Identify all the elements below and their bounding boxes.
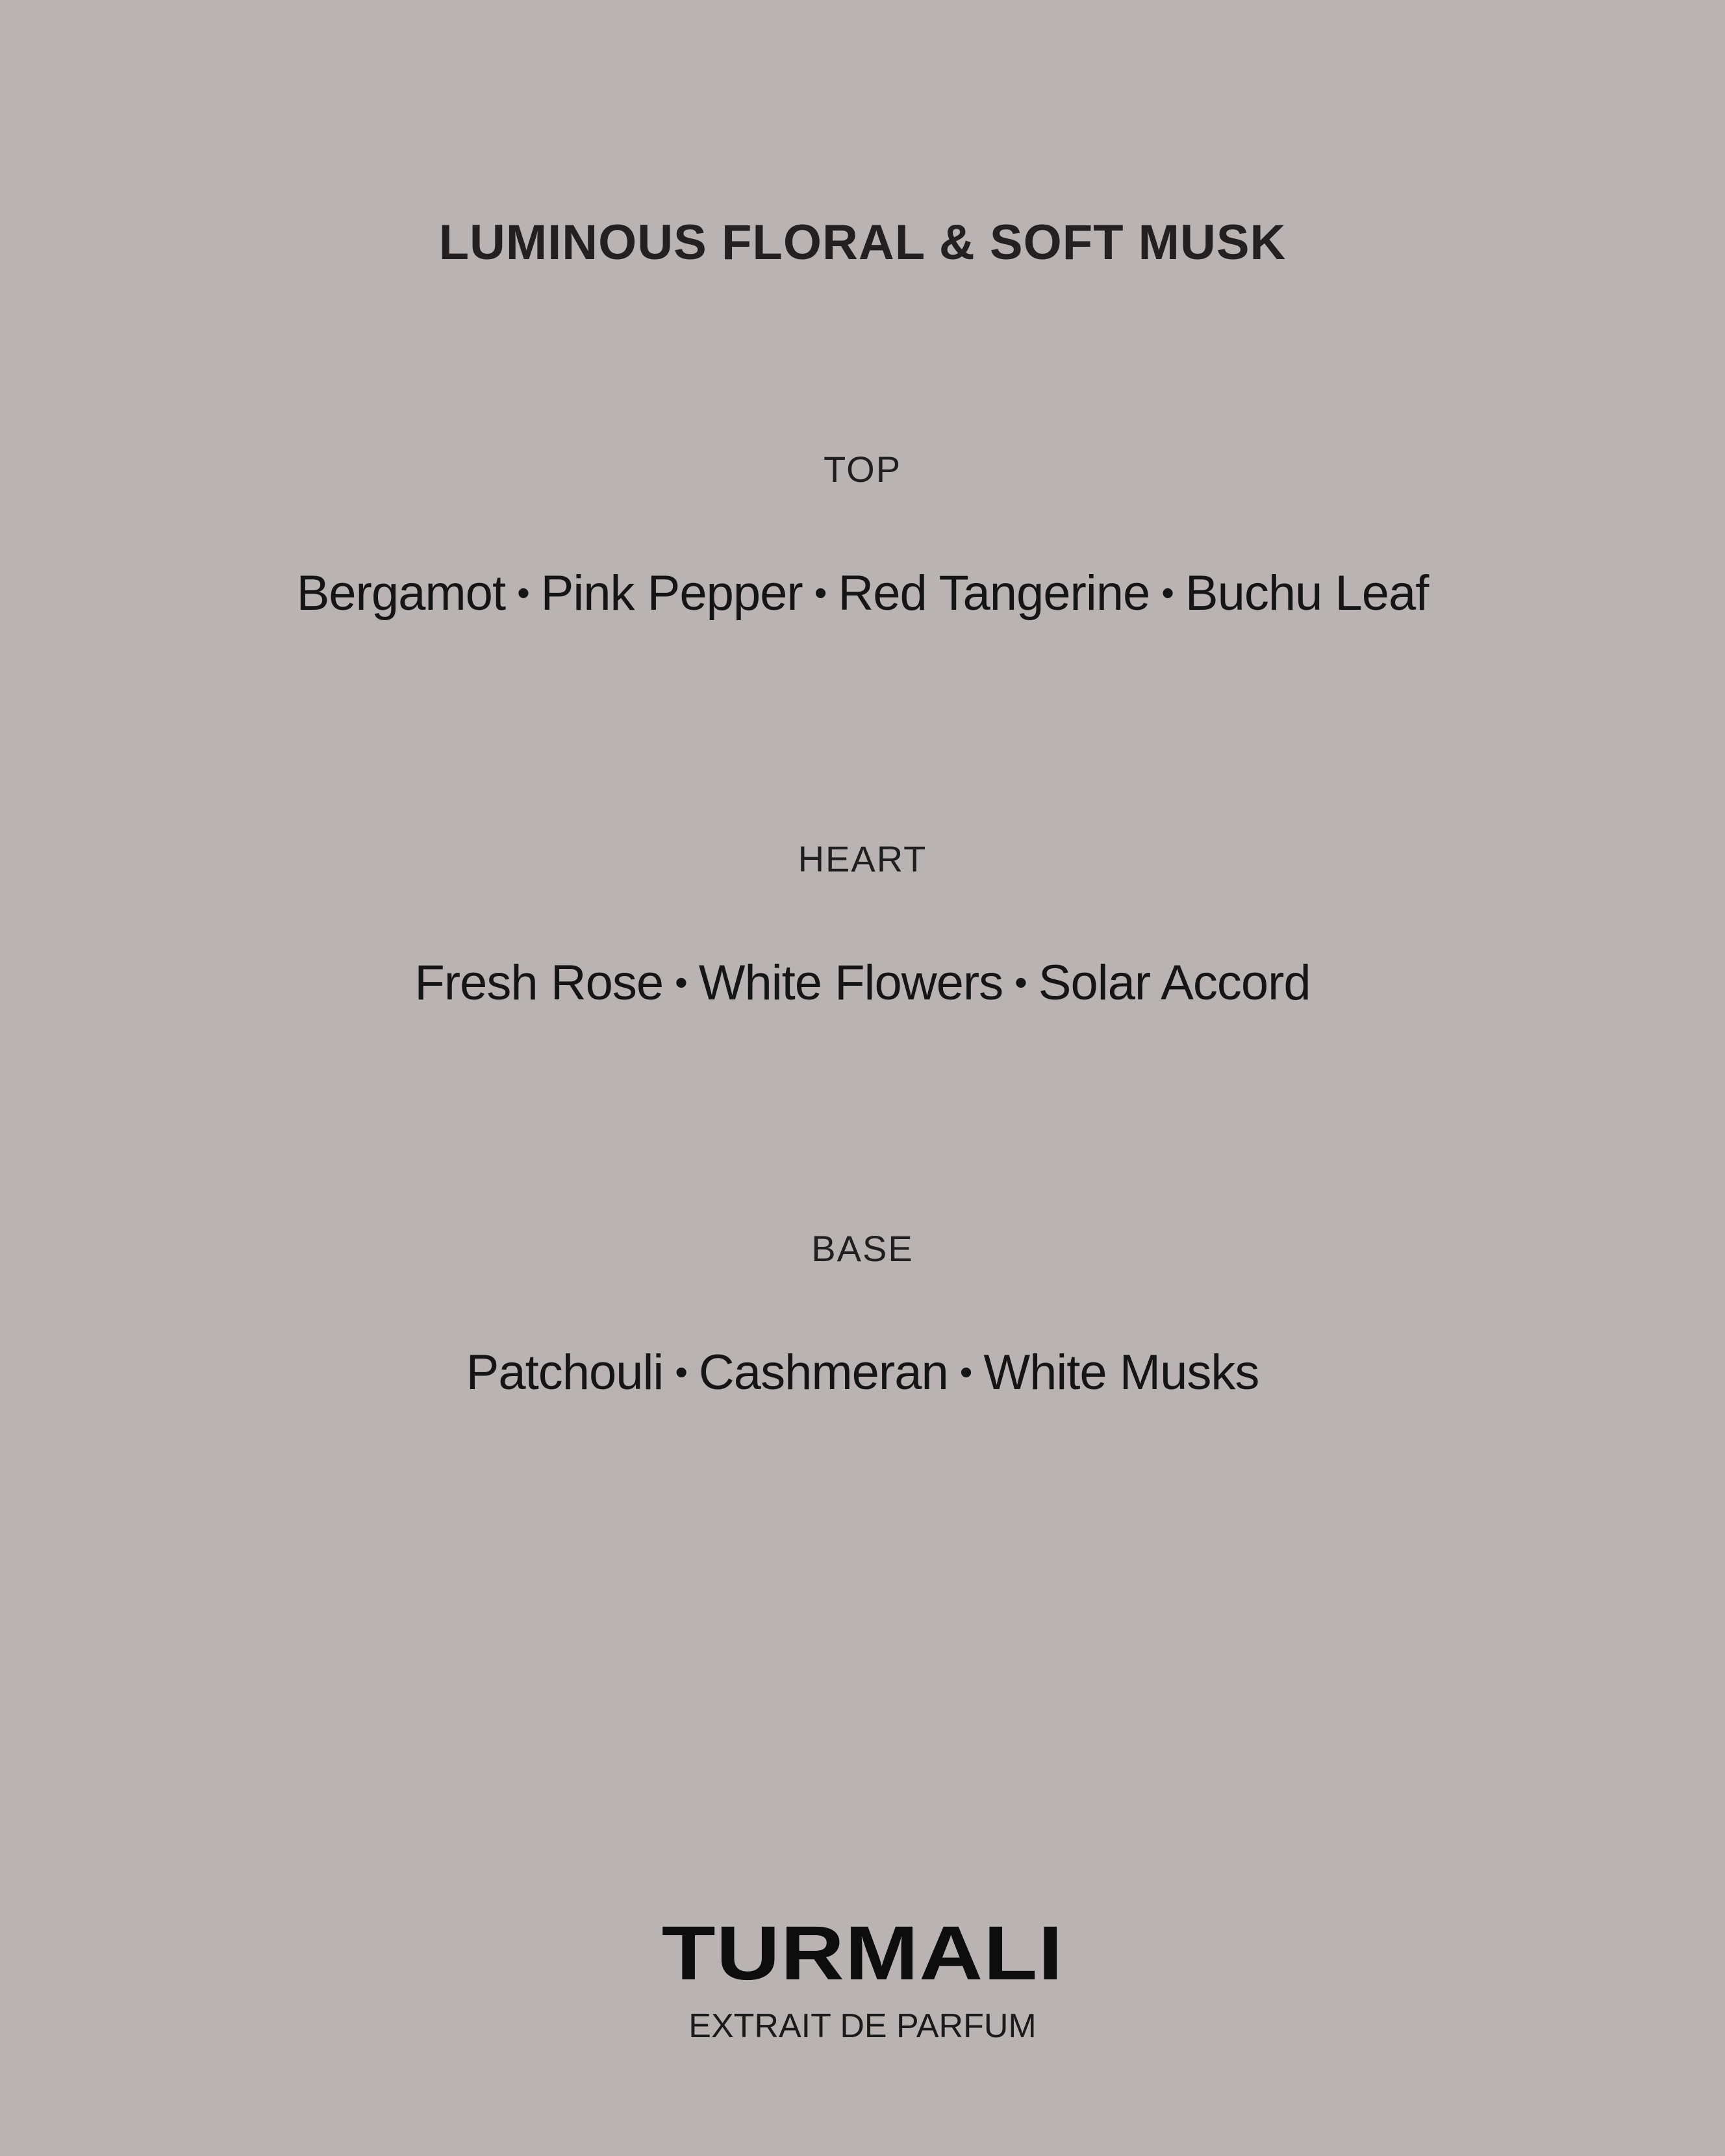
separator-dot: • bbox=[1161, 572, 1174, 614]
heart-notes-label: HEART bbox=[798, 838, 927, 879]
note-item: Solar Accord bbox=[1038, 955, 1311, 1010]
separator-dot: • bbox=[675, 1351, 687, 1393]
headline: LUMINOUS FLORAL & SOFT MUSK bbox=[438, 215, 1287, 270]
base-notes-list bbox=[0, 1344, 1725, 1401]
separator-dot: • bbox=[814, 572, 827, 614]
separator-dot: • bbox=[675, 962, 687, 1003]
note-item: Cashmeran bbox=[698, 1345, 948, 1400]
separator-dot: • bbox=[1014, 962, 1027, 1003]
top-notes-list bbox=[0, 565, 1725, 621]
brand-subtitle: EXTRAIT DE PARFUM bbox=[688, 2007, 1037, 2045]
brand-logo: TURMALI bbox=[661, 1911, 1064, 1996]
note-item: Patchouli bbox=[466, 1345, 664, 1400]
note-item: Pink Pepper bbox=[540, 566, 803, 621]
note-item: White Flowers bbox=[698, 955, 1003, 1010]
note-item: Fresh Rose bbox=[414, 955, 664, 1010]
note-item: Buchu Leaf bbox=[1185, 566, 1429, 621]
note-item: Red Tangerine bbox=[838, 566, 1150, 621]
note-item: White Musks bbox=[983, 1345, 1259, 1400]
top-notes-label: TOP bbox=[823, 449, 902, 490]
base-notes-label: BASE bbox=[811, 1228, 914, 1269]
separator-dot: • bbox=[959, 1351, 972, 1393]
note-item: Bergamot bbox=[296, 566, 506, 621]
heart-notes-list bbox=[0, 955, 1725, 1011]
separator-dot: • bbox=[517, 572, 529, 614]
